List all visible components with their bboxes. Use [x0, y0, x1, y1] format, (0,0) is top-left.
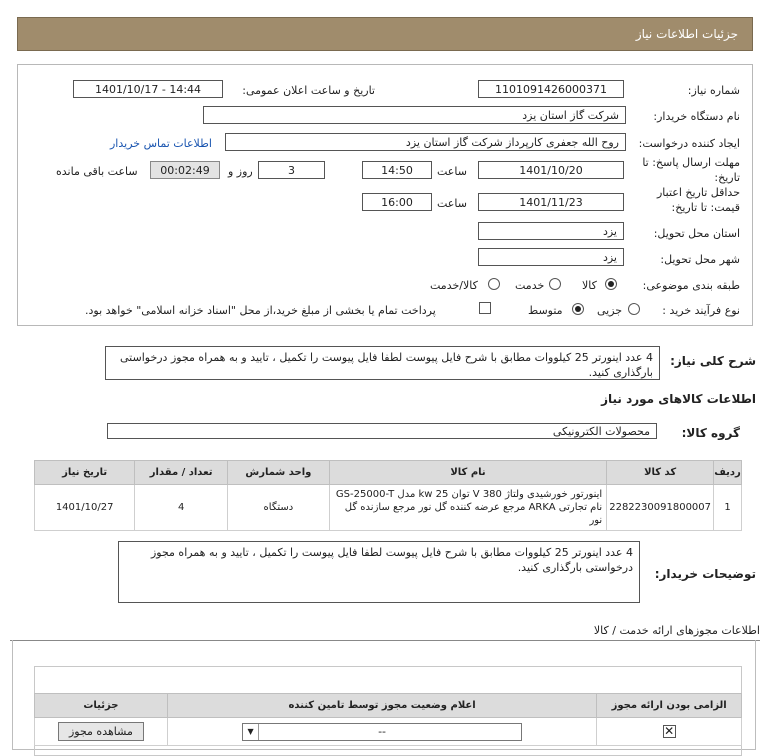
deadline-time-field: 14:50 [362, 161, 432, 179]
cell-status [167, 718, 597, 746]
cell-qty: 4 [135, 485, 228, 531]
license-status-select[interactable]: -- ▼ [242, 723, 522, 741]
table-row [35, 718, 742, 746]
col-header-details: جزئیات [35, 694, 168, 718]
licenses-header-row [35, 694, 742, 718]
cell-required [597, 718, 742, 746]
buyer-contact-link[interactable]: اطلاعات تماس خریدار [110, 137, 212, 150]
category-both-radio[interactable] [488, 278, 500, 290]
col-header-qty: تعداد / مقدار [135, 461, 228, 485]
goods-table [34, 460, 742, 531]
col-header-date: تاریخ نیاز [35, 461, 135, 485]
category-service-radio[interactable] [549, 278, 561, 290]
buyer-notes-text: 4 عدد اینورتر 25 کیلووات مطابق با شرح فایل پیوست لطفا فایل پیوست را تکمیل ، تایید و به همراه مجوز درخواستی بارگذاری کنید. [118, 541, 640, 603]
validity-time-label: ساعت [437, 197, 467, 210]
goods-group-field: محصولات الکترونیکی [107, 423, 657, 439]
city-field: یزد [478, 248, 624, 266]
validity-label-line2: قیمت: تا تاریخ: [671, 201, 740, 214]
process-medium-radio[interactable] [572, 303, 584, 315]
deadline-time-label: ساعت [437, 165, 467, 178]
treasury-payment-label: پرداخت تمام یا بخشی از مبلغ خرید،از محل "اسناد خزانه اسلامی" خواهد بود. [85, 304, 436, 317]
page-title: جزئیات اطلاعات نیاز [635, 27, 738, 41]
licenses-title: اطلاعات مجوزهای ارائه خدمت / کالا [593, 624, 760, 637]
table-row [35, 485, 742, 531]
process-minor-radio[interactable] [628, 303, 640, 315]
goods-group-label: گروه کالا: [681, 426, 740, 440]
province-label: استان محل تحویل: [653, 227, 740, 240]
goods-table-header-row [35, 461, 742, 485]
city-label: شهر محل تحویل: [660, 253, 740, 266]
creator-label: ایجاد کننده درخواست: [638, 137, 740, 150]
goods-section-title: اطلاعات کالاهای مورد نیاز [601, 392, 756, 406]
process-minor-label: جزیی [597, 304, 623, 317]
buyer-notes-label: توضیحات خریدار: [654, 567, 756, 581]
cell-name: اینورتور خورشیدی ولتاژ V 380 توان kw 25 مدل GS-25000-T نام تجارتی ARKA مرجع عرضه کننده گل نور مرجع سازنده گل نور [329, 485, 606, 531]
process-label: نوع فرآیند خرید : [662, 304, 740, 317]
buyer-field: شرکت گاز استان یزد [203, 106, 626, 124]
col-header-code: کد کالا [607, 461, 714, 485]
validity-label-line1: حداقل تاریخ اعتبار [656, 186, 740, 199]
deadline-label-line2: تاریخ: [714, 171, 740, 184]
announce-label: تاریخ و ساعت اعلان عمومی: [242, 84, 375, 97]
category-goods-label: کالا [582, 279, 597, 292]
col-header-status: اعلام وضعیت مجوز توسط تامین کننده [167, 694, 597, 718]
validity-time-field: 16:00 [362, 193, 432, 211]
process-medium-label: متوسط [528, 304, 563, 317]
cell-date: 1401/10/27 [35, 485, 135, 531]
category-label: طبقه بندی موضوعی: [642, 279, 740, 292]
category-service-label: خدمت [515, 279, 545, 292]
days-field: 3 [258, 161, 325, 179]
col-header-required: الزامی بودن ارائه مجوز [597, 694, 742, 718]
validity-date-field: 1401/11/23 [478, 193, 624, 211]
buyer-label: نام دستگاه خریدار: [653, 110, 740, 123]
view-license-button[interactable]: مشاهده مجوز [58, 722, 144, 741]
creator-field: روح الله جعفری کارپرداز شرکت گاز استان یزد [225, 133, 626, 151]
page-header [17, 17, 753, 51]
category-both-label: کالا/خدمت [430, 279, 478, 292]
need-number-field: 1101091426000371 [478, 80, 624, 98]
deadline-label-line1: مهلت ارسال پاسخ: تا [642, 156, 740, 169]
licenses-table [34, 693, 742, 746]
need-number-label: شماره نیاز: [687, 84, 740, 97]
chevron-down-icon: ▼ [243, 724, 259, 740]
cell-index: 1 [714, 485, 742, 531]
summary-label: شرح کلی نیاز: [670, 354, 756, 368]
required-checkbox[interactable]: ✕ [664, 724, 675, 738]
cell-unit: دستگاه [228, 485, 330, 531]
category-goods-radio[interactable] [605, 278, 617, 290]
col-header-index: ردیف [714, 461, 742, 485]
province-field: یزد [478, 222, 624, 240]
col-header-unit: واحد شمارش [228, 461, 330, 485]
col-header-name: نام کالا [329, 461, 606, 485]
summary-text: 4 عدد اینورتر 25 کیلووات مطابق با شرح فایل پیوست لطفا فایل پیوست را تکمیل ، تایید و به همراه مجوز درخواستی بارگذاری کنید. [105, 346, 660, 380]
remaining-time-field: 00:02:49 [150, 161, 220, 179]
days-label: روز و [228, 165, 253, 178]
cell-code: 2282230091800007 [607, 485, 714, 531]
treasury-payment-checkbox[interactable] [479, 302, 491, 314]
announce-field: 1401/10/17 - 14:44 [73, 80, 223, 98]
deadline-date-field: 1401/10/20 [478, 161, 624, 179]
remaining-label: ساعت باقی مانده [56, 165, 138, 178]
cell-details [35, 718, 168, 746]
